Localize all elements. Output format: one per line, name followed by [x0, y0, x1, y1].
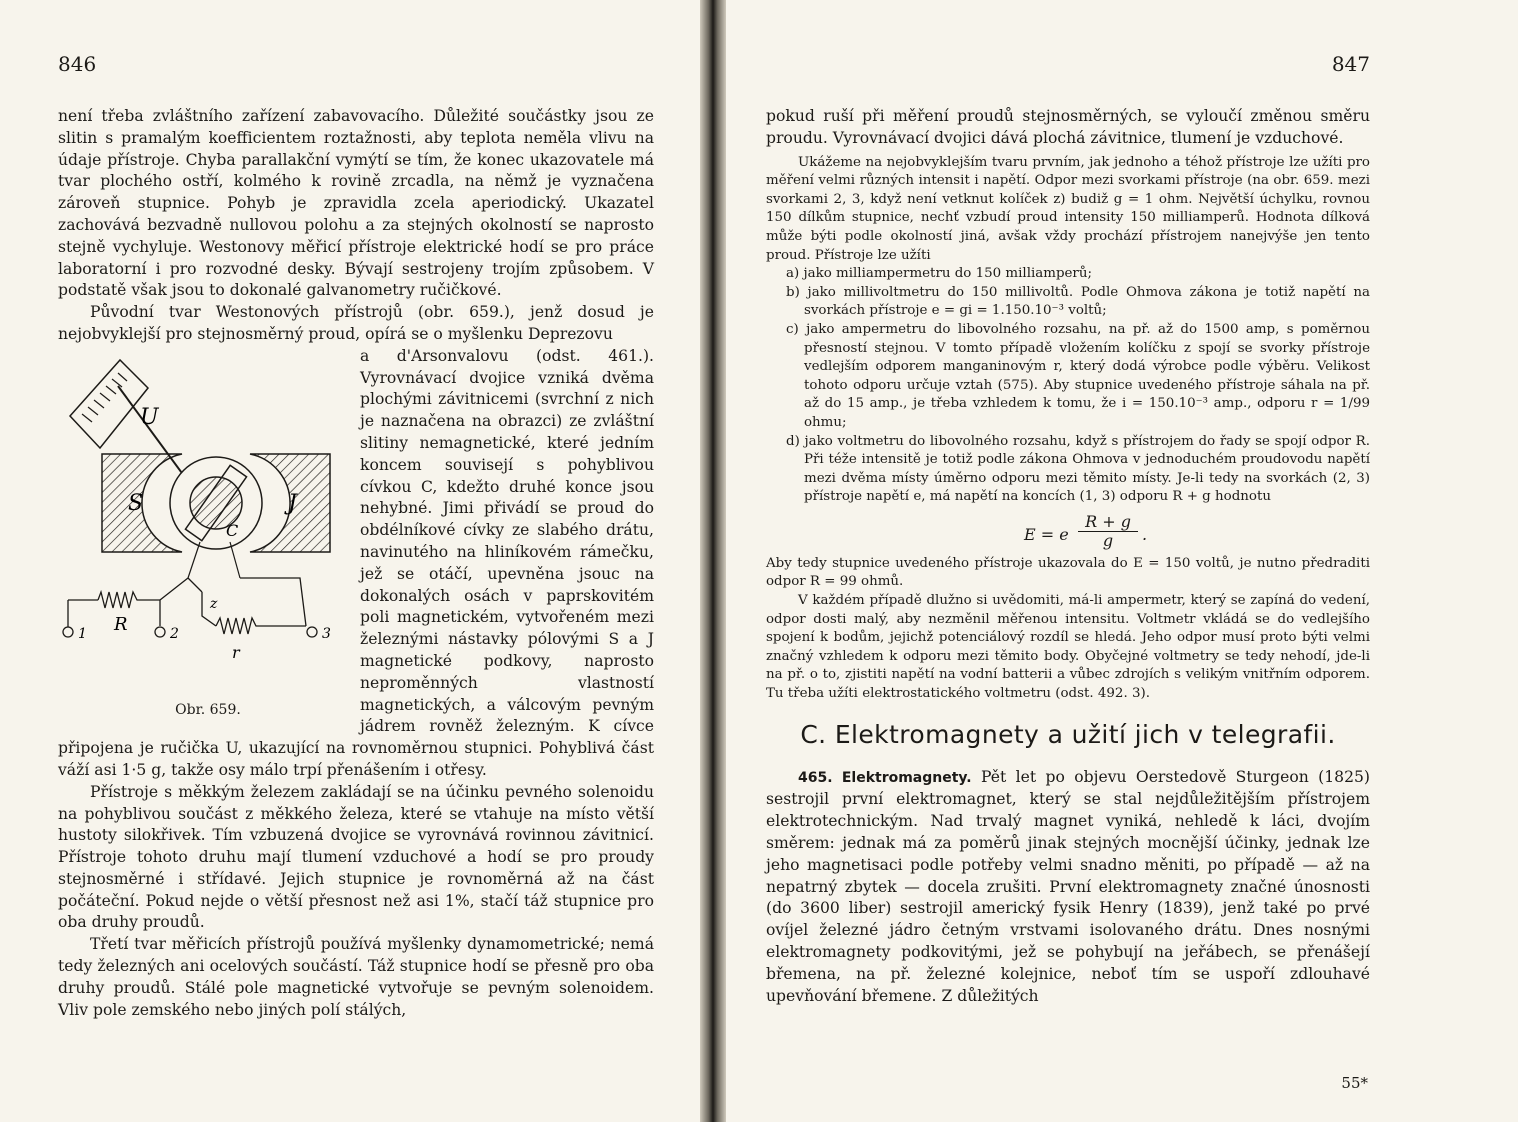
paragraph-small: Ukážeme na nejobvyklejším tvaru prvním, jak jednoho a téhož přístroje lze užíti pro měření velmi různých intensit i napětí. Odpor mezi svorkami přístroje (na obr. 659. mezi svorkami 2, 3, když není vetknut kolíček z) budiž g = 1 ohm. Největší úchylku, rovnou 150 dílkům stupnice, nechť vzbudí proud intensity 150 milliamperů. Hodnota dílková může býti podle okolností jiná, avšak vždy prochází přístrojem nanejvýše jen tento proud. Přístroje lze užíti — [766, 154, 1370, 263]
section-title: C. Elektromagnety a užití jich v telegrafii. — [800, 719, 1336, 749]
right-page — [726, 0, 1518, 1122]
terminal-2-icon — [155, 627, 165, 637]
label-terminal-3: 3 — [322, 625, 331, 642]
paragraph: není třeba zvláštního zařízení zabavovacího. Důležité součástky jsou ze slitin s pramalým koefficientem roztažnosti, aby teplota neměla vlivu na údaje přístroje. Chyba parallakční vymýtí se tím, že konec ukazovatele má tvar plochého ostří, kolmého k rovině zrcadla, na němž je vyznačena zároveň stupnice. Pohyb je zpravidla zcela aperiodický. Ukazatel zachovává bezvadně nullovou polohu a za stejných okolností se naprosto stejně vychyluje. Westonovy měřicí přístroje elektrické hodí se pro práce laboratorní i pro rozvodné desky. Bývají sestrojeny trojím způsobem. V podstatě však jsou to dokonalé galvanometry ručičkové. — [58, 107, 654, 300]
paragraph: pokud ruší při měření proudů stejnosměrných, se vyloučí změnou směru proudu. Vyrovnávací dvojici dává plochá závitnice, tlumení je vzduchové. — [766, 107, 1370, 147]
printer-signature: 55* — [1341, 1074, 1368, 1092]
label-resistor-R: R — [114, 613, 128, 635]
formula-fraction — [1078, 513, 1138, 550]
right-page-text — [766, 106, 1370, 1007]
label-resistor-r: r — [232, 642, 240, 662]
page-number-left: 846 — [58, 52, 97, 76]
label-terminal-2: 2 — [170, 625, 179, 642]
section-paragraph — [766, 767, 1370, 1008]
paragraph: Třetí tvar měřicích přístrojů používá myšlenky dynamometrické; nemá tedy železných ani ocelových součástí. Táž stupnice hodí se přesně pro oba druhy proudů. Stálé pole magnetické vytvořuje se pevným solenoidem. Vliv pole zemského nebo jiných polí stálých, — [58, 935, 654, 1019]
paragraph-wrapping-figure: a d'Arsonvalovu (odst. 461.). Vyrovnávací dvojice vzniká dvěma plochými závitnicemi (svrchní z nich je naznačena na obrazci) ze zvláštní slitiny nemagnetické, které jedním koncem souvisejí s pohyblivou cívkou C, kdežto druhé konce jsou nehybné. Jimi přivádí se proud do obdélníkové cívky ze slabého drátu, navinutého na hliníkovém rámečku, jež se otáčí, upevněna jsouc na dokonalých osách v paprskovitém poli magnetickém, vytvořeném mezi železnými nástavky pólovými S a J magnetické podkovy, naprosto neproměnných vlastností magnetických, a válcovým pevným jádrem rovněž železným. K cívce připojena je ručička U, ukazující na rovnoměrnou stupnici. Pohyblivá část váží asi 1·5 g, takže osy málo trpí přenášením i otřesy. — [58, 346, 654, 779]
label-coil-C: C — [226, 520, 239, 540]
left-page-text — [58, 106, 654, 1021]
paragraph-small: Aby tedy stupnice uvedeného přístroje ukazovala do E = 150 voltů, je nutno předraditi odpor R = 99 ohmů. — [766, 555, 1370, 590]
formula-denominator: g — [1102, 530, 1114, 550]
list-item: c) jako ampermetru do libovolného rozsahu, na př. až do 1500 amp, s poměrnou přesností stejnou. V tomto případě vložením kolíčku z spojí se svorky přístroje vedlejším odporem manganinovým r, který dodá výrobce podle výběru. Velikost tohoto odporu určuje vztah (575). Aby stupnice uvedeného přístroje sáhala na př. až do 15 amp., je třeba vzhledem k tomu, že i = 150.10⁻³ amp., odporu r = 1/99 ohmu; — [786, 321, 1370, 430]
section-paragraph-heading: 465. Elektromagnety. — [798, 769, 972, 786]
formula-lhs: E = e — [1024, 524, 1069, 544]
book-gutter — [700, 0, 726, 1122]
label-terminal-z: z — [210, 595, 218, 612]
label-pole-S: S — [128, 490, 144, 516]
formula-numerator: R + g — [1078, 513, 1138, 532]
paragraph: Přístroje s měkkým železem zakládají se na účinku pevného solenoidu na pohyblivou součást z měkkého železa, které se vtahuje na místo větší hustoty silokřivek. Tím vzbuzená dvojice se vyrovnává rovinnou závitnicí. Přístroje tohoto druhu mají tlumení vzduchové a hodí se pro proudy stejnosměrné i střídavé. Jejich stupnice je rovnoměrná až na část počáteční. Pokud nejde o větší přesnost než asi 1%, stačí táž stupnice pro oba druhy proudů. — [58, 782, 654, 932]
label-pointer-U: U — [140, 404, 159, 430]
page-number-right: 847 — [1331, 52, 1370, 76]
list-item: d) jako voltmetru do libovolného rozsahu, když s přístrojem do řady se spojí odpor R. Při téže intensitě je totiž podle zákona Ohmova v jednoduchém proudovodu napětí mezi dvěma místy úměrno odporu mezi těmito místy. Je-li tedy na svorkách (2, 3) přístroje napětí e, má napětí na koncích (1, 3) odporu R + g hodnotu — [786, 433, 1370, 505]
figure-caption: Obr. 659. — [175, 701, 241, 718]
wire-icon — [68, 592, 160, 608]
list-item: a) jako milliampermetru do 150 milliamperů; — [786, 266, 1092, 282]
formula-tail: . — [1142, 524, 1148, 544]
formula — [766, 513, 1370, 551]
label-terminal-1: 1 — [78, 625, 87, 642]
label-pole-J: J — [288, 490, 297, 516]
paragraph-small: V každém případě dlužno si uvědomiti, má-li ampermetr, který se zapíná do vedení, odpor dosti malý, aby nezměnil měřenou intensitu. Voltmetr vkládá se do vedlejšího spojení k bodům, jejichž potenciálový rozdíl se hledá. Jeho odpor musí proto býti velmi značný vzhledem k odporu mezi těmito body. Obyčejné voltmetry se tedy nehodí, jde-li na př. o to, zjistiti napětí na vodní batterii a vůbec zdrojích s velikým vnitřním odporem. Tu třeba užíti elektrostatického voltmetru (odst. 492. 3). — [766, 593, 1370, 702]
paragraph: Původní tvar Westonových přístrojů (obr. 659.), jenž dosud je nejobvyklejší pro stejnosměrný proud, opírá se o myšlenku Deprezovu — [58, 303, 654, 343]
weston-meter-diagram — [60, 346, 356, 698]
section-paragraph-body: Pět let po objevu Oerstedově Sturgeon (1825) sestrojil první elektromagnet, který se stal nejdůležitějším přístrojem elektrotechnickým. Nad trvalý magnet vyniká, nehledě k láci, dvojím směrem: jednak má za poměrů jinak stejných mocnější účinky, jednak lze jeho magnetisaci podle potřeby velmi snadno měniti, po případě — až na nepatrný zbytek — docela zrušiti. První elektromagnety značné únosnosti (do 3600 liber) sestrojil americký fysik Henry (1839), jenž také po prvé ovíjel železné jádro četným vrstvami isolovaného drátu. Dnes nosnými elektromagnety podkovitými, jež se pohybují na jeřábech, se přenášejí břemena, na př. železné kolejnice, neboť tím se uspoří zdlouhavé upevňování břemene. Z důležitých — [766, 767, 1370, 1005]
figure-659 — [60, 346, 356, 728]
scale-icon — [70, 360, 148, 448]
shunt-resistor-icon — [216, 578, 306, 634]
terminal-3-icon — [307, 627, 317, 637]
terminal-1-icon — [63, 627, 73, 637]
left-page — [0, 0, 700, 1122]
list-item: b) jako millivoltmetru do 150 millivoltů. Podle Ohmova zákona je totiž napětí na svorkách přístroje e = gi = 1.150.10⁻³ voltů; — [786, 284, 1370, 319]
